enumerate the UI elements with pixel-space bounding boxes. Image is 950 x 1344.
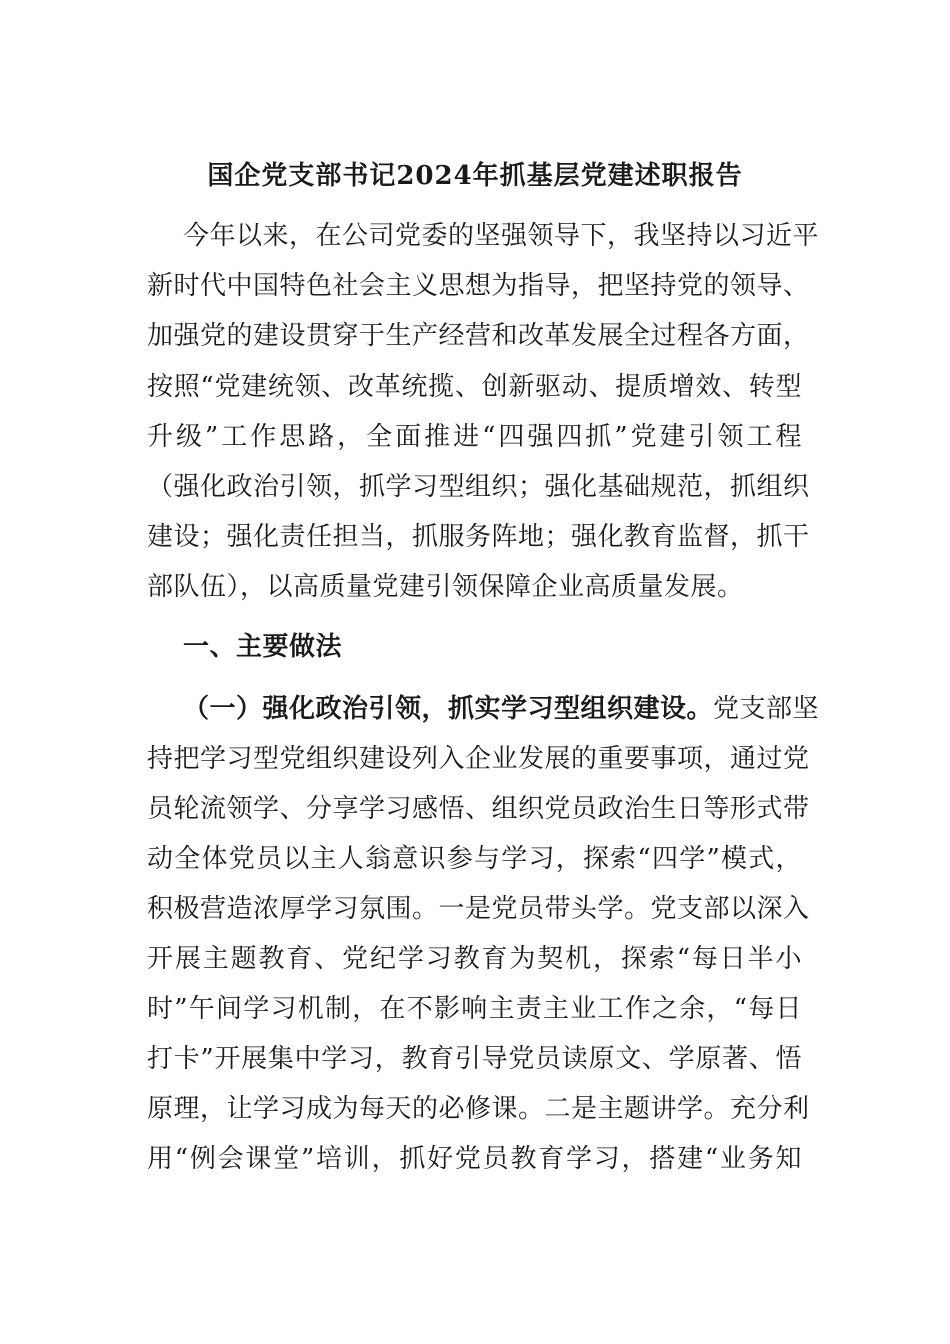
document-title: 国企党支部书记2024年抓基层党建述职报告 [207, 161, 743, 191]
body-line: 持把学习型党组织建设列入企业发展的重要事项，通过党 [147, 744, 810, 774]
body-line: 开展主题教育、党纪学习教育为契机，探索“每日半小 [147, 944, 802, 974]
intro-line: 升级”工作思路，全面推进“四强四抓”党建引领工程 [147, 422, 802, 452]
section-heading: 一、主要做法 [183, 632, 343, 662]
intro-line: 按照“党建统领、改革统揽、创新驱动、提质增效、转型 [147, 372, 802, 402]
body-line: 打卡”开展集中学习，教育引导党员读原文、学原著、悟 [147, 1044, 802, 1074]
subsection-heading: （一）强化政治引领，抓实学习型组织建设。 [183, 694, 714, 724]
body-line: 原理，让学习成为每天的必修课。二是主题讲学。充分利 [147, 1094, 810, 1124]
intro-line: 今年以来，在公司党委的坚强领导下，我坚持以习近平 [183, 221, 820, 251]
body-line: 时”午间学习机制，在不影响主责主业工作之余，“每日 [147, 994, 802, 1024]
body-line: 动全体党员以主人翁意识参与学习，探索“四学”模式， [147, 844, 802, 874]
body-line: 积极营造浓厚学习氛围。一是党员带头学。党支部以深入 [147, 894, 810, 924]
body-line: 员轮流领学、分享学习感悟、组织党员政治生日等形式带 [147, 794, 810, 824]
intro-line: 新时代中国特色社会主义思想为指导，把坚持党的领导、 [147, 271, 810, 301]
intro-line: （强化政治引领，抓学习型组织；强化基础规范，抓组织 [147, 472, 810, 502]
intro-line: 部队伍），以高质量党建引领保障企业高质量发展。 [147, 572, 744, 602]
intro-line: 加强党的建设贯穿于生产经营和改革发展全过程各方面， [147, 321, 810, 351]
body-line: 用“例会课堂”培训，抓好党员教育学习，搭建“业务知 [147, 1144, 802, 1174]
subsection-text: 党支部坚 [713, 694, 820, 724]
subsection-first-line [183, 688, 820, 730]
intro-line: 建设；强化责任担当，抓服务阵地；强化教育监督，抓干 [147, 522, 810, 552]
